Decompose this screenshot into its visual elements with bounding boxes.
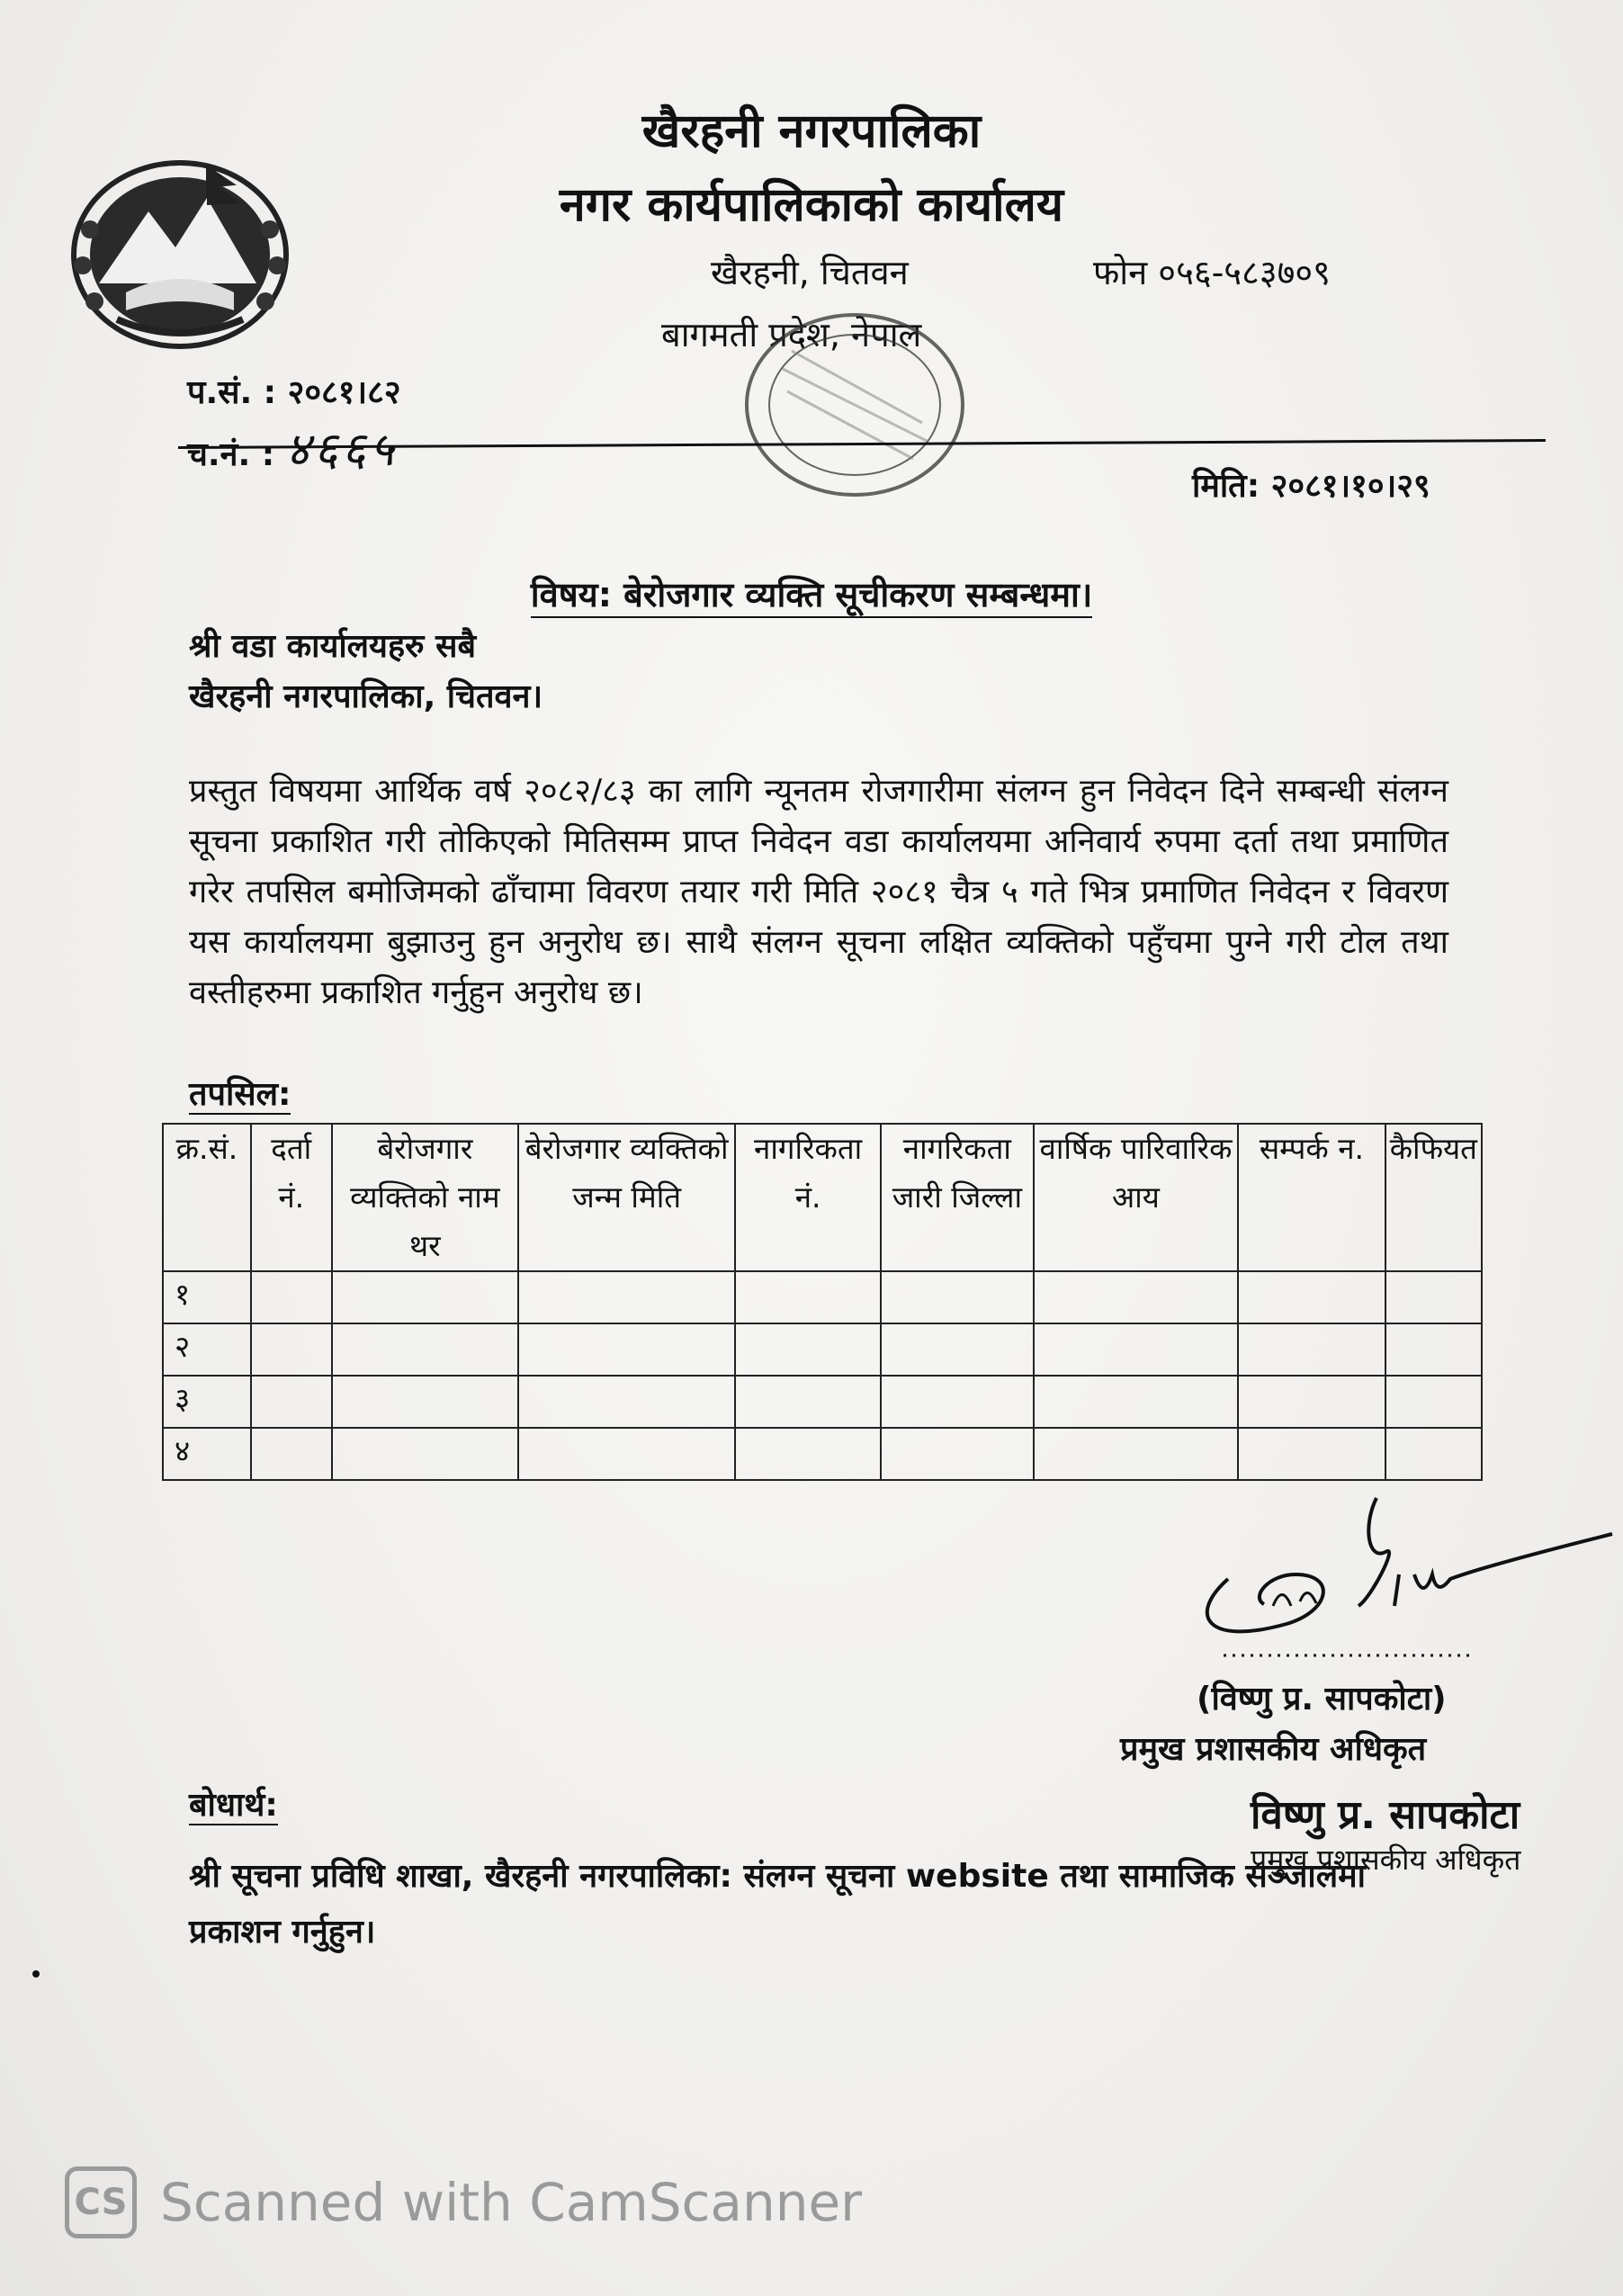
handwritten-signature [1179,1489,1623,1669]
letter-date: मिति: २०८१।१०।२९ [1192,468,1430,505]
camscanner-logo-icon: CS [65,2166,137,2238]
phone-number: फोन ०५६-५८३७०९ [1093,253,1331,292]
col-header-contact: सम्पर्क न. [1238,1124,1385,1271]
signatory-name: (विष्णु प्र. सापकोटा) [1197,1681,1447,1718]
table-caption-text: तपसिल: [189,1076,291,1113]
letter-body: प्रस्तुत विषयमा आर्थिक वर्ष २०८२/८३ का लागि न्यूनतम रोजगारीमा संलग्न हुन निवेदन दिने सम्बन्धी संलग्न सूचना प्रकाशित गरी तोकिएको मितिसम्म प्राप्त निवेदन वडा कार्यालयमा अनिवार्य रुपमा दर्ता तथा प्रमाणित गरेर तपसिल बमोजिमको ढाँचामा विवरण तयार गरी मिति २०८१ चैत्र ५ गते भित्र प्रमाणित निवेदन र विवरण यस कार्यालयमा बुझाउनु हुन अनुरोध छ। साथै संलग्न सूचना लक्षित व्यक्तिको पहुँचमा पुग्ने गरी टोल तथा वस्तीहरुमा प्रकाशित गर्नुहुन अनुरोध छ। [189,773,1448,1011]
table-header-row [163,1124,1482,1271]
cc-label [189,1781,278,1825]
address-province: बागमती प्रदेश, नेपाल [661,315,922,354]
dispatch-number-label: च.नं. : [187,436,286,473]
col-header-remarks: कैफियत [1385,1124,1482,1271]
col-header-citizenship-district: नागरिकता जारी जिल्ला [881,1124,1034,1271]
table-row [163,1376,1482,1428]
row-serial: १ [163,1271,251,1323]
col-header-name: बेरोजगार व्यक्तिको नाम थर [332,1124,518,1271]
col-header-registration: दर्ता नं. [251,1124,332,1271]
recipient-line-2: खैरहनी नगरपालिका, चितवन। [189,678,543,715]
organization-name: खैरहनी नगरपालिका [641,104,982,158]
table-caption [189,1071,291,1115]
recipient-line-1: श्री वडा कार्यालयहरु सबै [189,628,477,665]
office-name: नगर कार्यपालिकाको कार्यालय [559,178,1064,232]
row-serial: २ [163,1323,251,1376]
col-header-annual-income: वार्षिक पारिवारिक आय [1034,1124,1238,1271]
details-table [162,1123,1483,1481]
office-seal-stamp [720,288,990,522]
col-header-dob: बेरोजगार व्यक्तिको जन्म मिति [518,1124,735,1271]
subject-text: विषय: बेरोजगार व्यक्ति सूचीकरण सम्बन्धमा। [531,575,1093,618]
table-row [163,1323,1482,1376]
signatory-designation: प्रमुख प्रशासकीय अधिकृत [1120,1731,1427,1768]
scanner-watermark: Scanned with CamScanner [160,2172,863,2233]
reference-number: प.सं. : २०८१।८२ [187,374,401,411]
col-header-citizenship-no: नागरिकता नं. [735,1124,881,1271]
name-stamp: विष्णु प्र. सापकोटा [1251,1792,1520,1838]
col-header-serial: क्र.सं. [163,1124,251,1271]
row-serial: ३ [163,1376,251,1428]
row-serial: ४ [163,1428,251,1480]
subject-line [0,570,1623,617]
scan-speck [32,1970,40,1978]
table-row [163,1428,1482,1480]
table-row [163,1271,1482,1323]
name-stamp-designation: प्रमुख प्रशासकीय अधिकृत [1251,1843,1521,1877]
dispatch-number-value: ४६६५ [285,423,398,477]
address-city: खैरहनी, चितवन [711,253,909,292]
cc-label-text: बोधार्थ: [189,1787,278,1824]
cc-text: श्री सूचना प्रविधि शाखा, खैरहनी नगरपालिका: संलग्न सूचना website तथा सामाजिक सञ्जालमा प्रकाशन गर्नुहुन। [189,1858,1367,1951]
